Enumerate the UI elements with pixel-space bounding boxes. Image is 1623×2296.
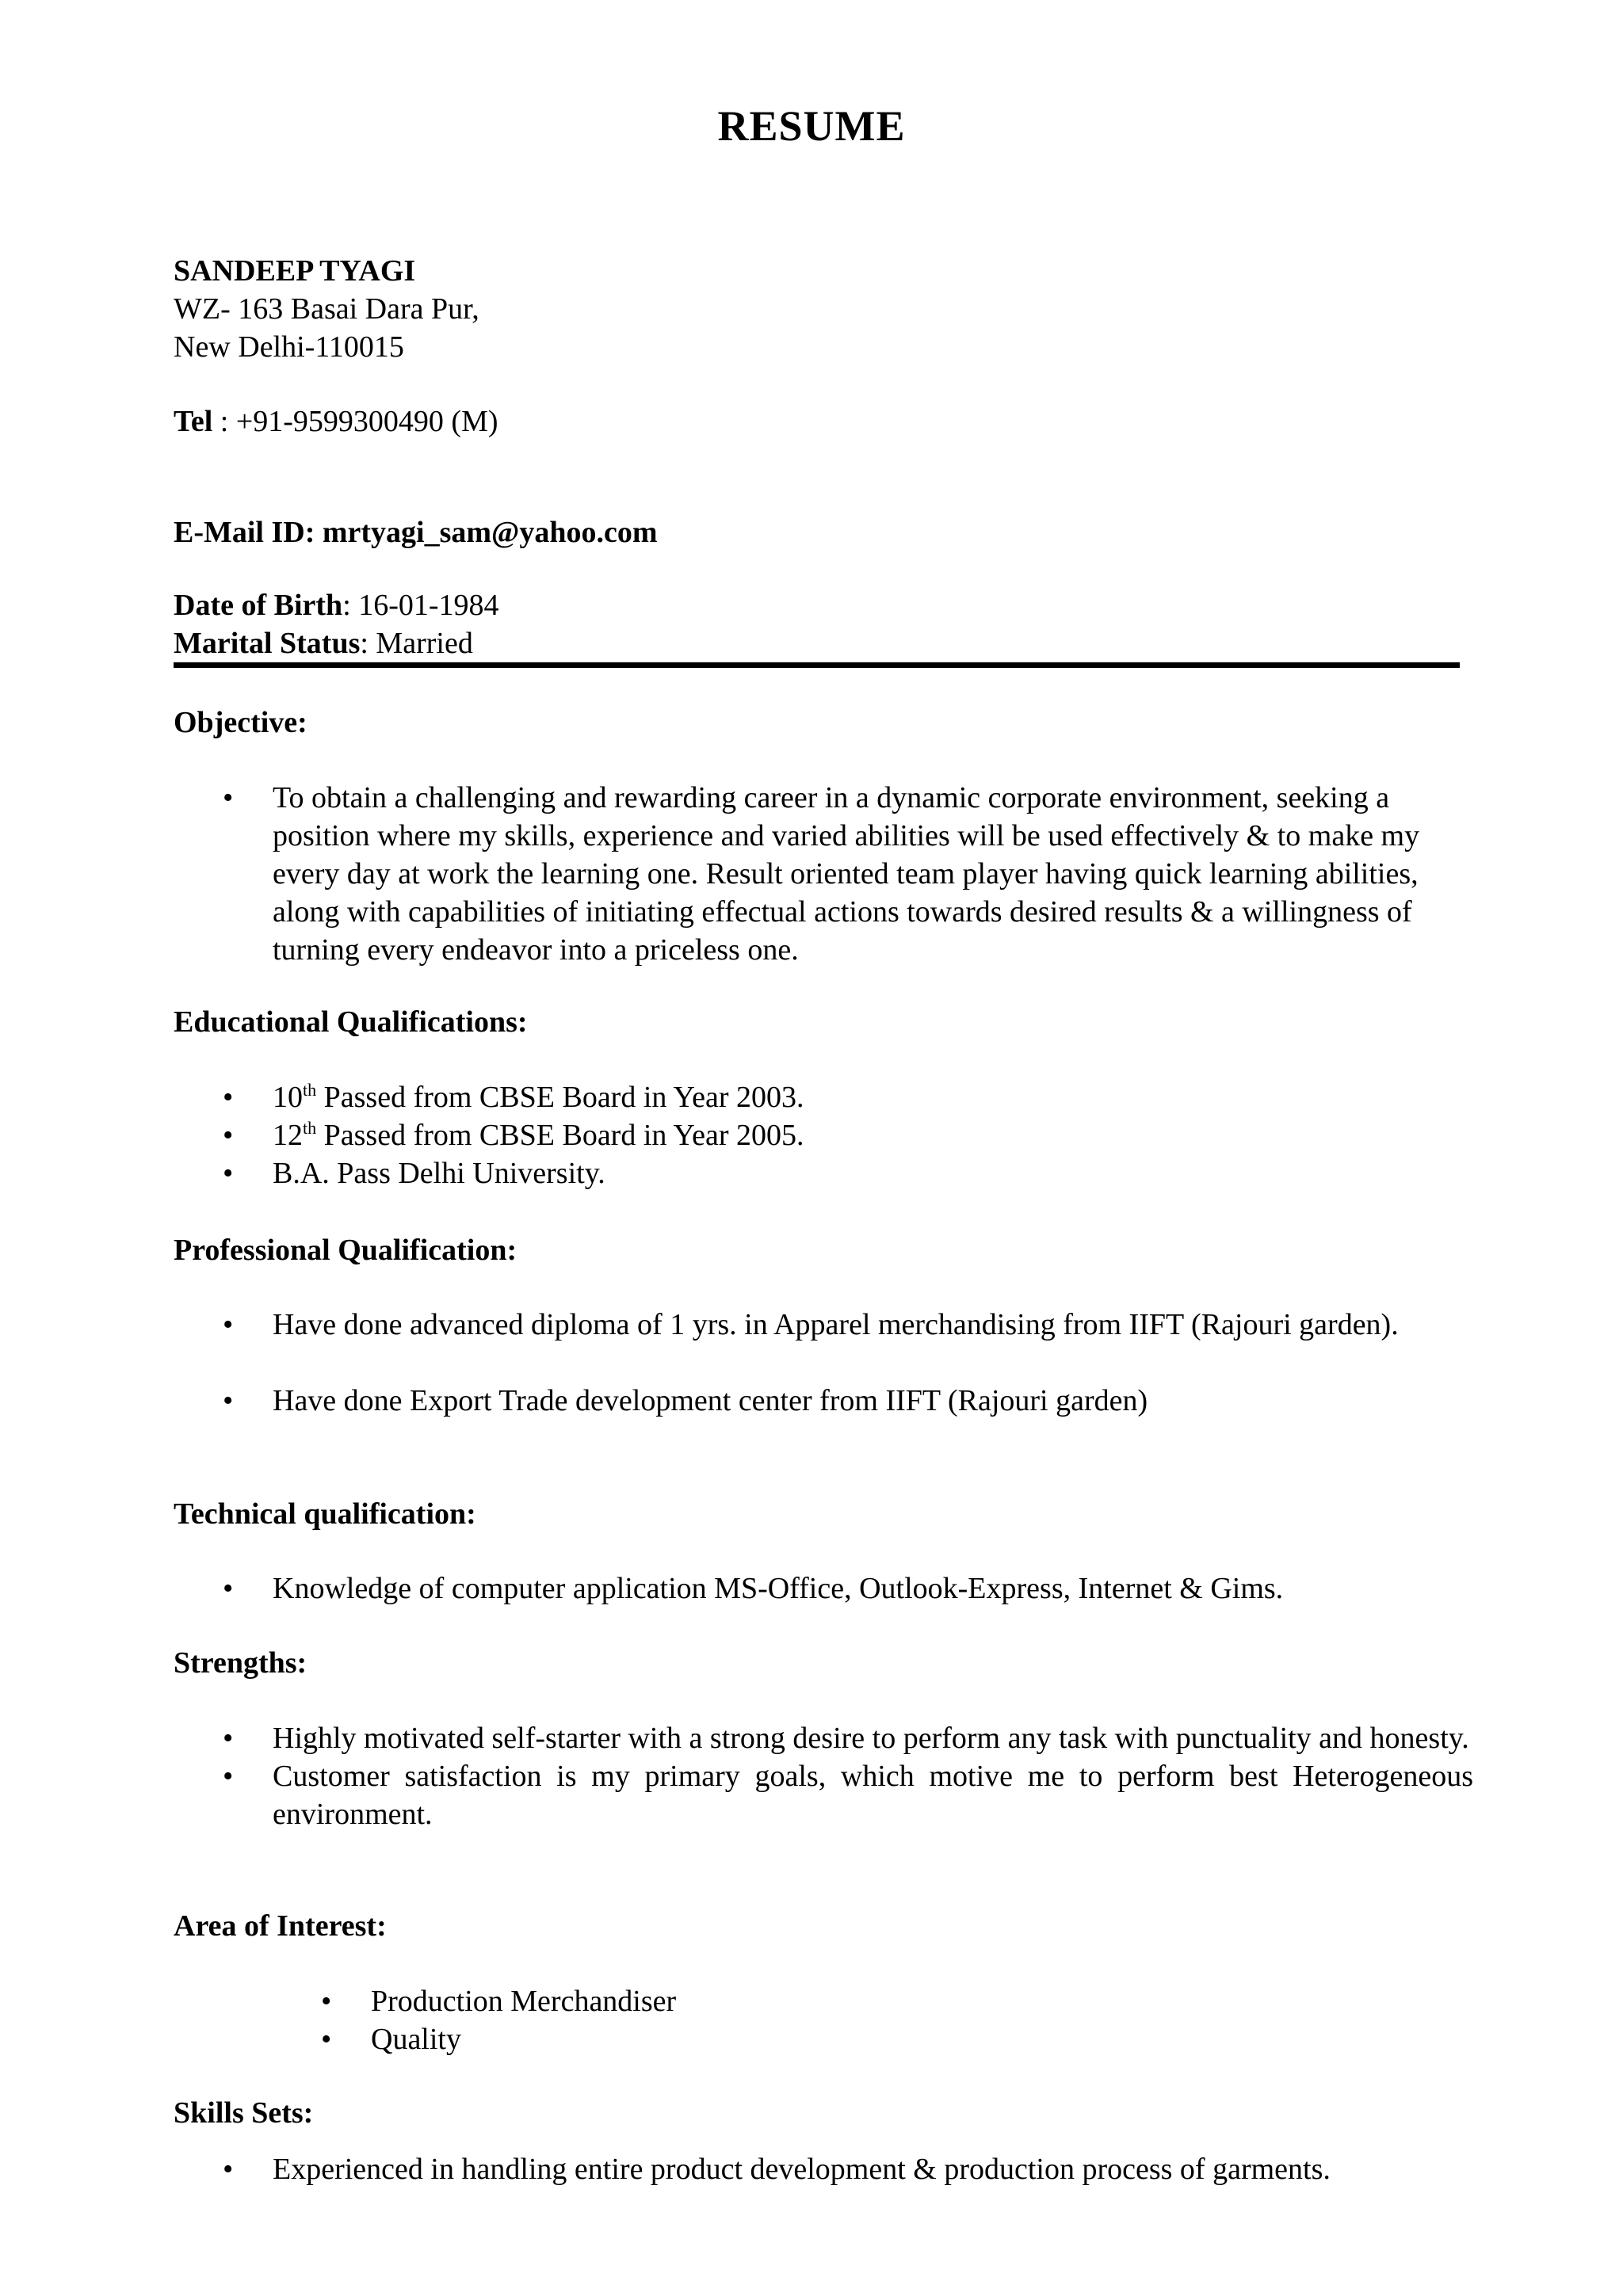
tel-value: : +91-9599300490 (M) (212, 405, 498, 438)
objective-text: To obtain a challenging and rewarding career in a dynamic corporate environment, seeking a position where my skills, experience and varied abilities will be used effectively & to make my every day at work the learning one. Result oriented team player having quick learning abilities, along with capabilities of initiating effectual actions towards desired results & a willingness of turning every endeavor into a priceless one. (273, 781, 1420, 967)
edu-sup: th (303, 1118, 317, 1138)
section-divider (174, 662, 1460, 668)
edu-num: 12 (273, 1119, 303, 1152)
edu-num: 10 (273, 1081, 303, 1114)
skills-heading: Skills Sets: (174, 2096, 314, 2130)
candidate-name: SANDEEP TYAGI (174, 254, 416, 288)
edu-text: B.A. Pass Delhi University. (273, 1157, 605, 1190)
tel-label: Tel (174, 405, 213, 438)
contact-block (174, 252, 479, 366)
strengths-heading: Strengths: (174, 1646, 307, 1680)
marital-line (174, 624, 499, 662)
list-item: • Have done advanced diploma of 1 yrs. in Apparel merchandising from IIFT (Rajouri garden). (174, 1306, 1410, 1344)
technical-heading: Technical qualification: (174, 1497, 476, 1531)
dob-label: Date of Birth (174, 589, 343, 622)
list-item: • Highly motivated self-starter with a strong desire to perform any task with punctuality and honesty. (174, 1719, 1473, 1757)
education-list (174, 1078, 1473, 1192)
dob-line (174, 586, 499, 624)
interest-list (272, 1982, 1223, 2058)
professional-list (174, 1306, 1410, 1420)
list-item (174, 1154, 1473, 1192)
skills-list (174, 2150, 1473, 2188)
email-label: E-Mail ID: (174, 516, 323, 549)
marital-value: : Married (360, 627, 473, 660)
interest-heading: Area of Interest: (174, 1909, 387, 1943)
dob-value: : 16-01-1984 (342, 589, 499, 622)
edu-text: Passed from CBSE Board in Year 2003. (316, 1081, 804, 1114)
strengths-list (174, 1719, 1473, 1833)
list-item: • Production Merchandiser (272, 1982, 1223, 2020)
list-item (174, 1078, 1473, 1116)
professional-heading: Professional Qualification: (174, 1234, 517, 1267)
page-title: RESUME (717, 102, 906, 150)
email-value: mrtyagi_sam@yahoo.com (322, 516, 658, 549)
objective-heading: Objective: (174, 706, 307, 739)
list-item: • Experienced in handling entire product development & production process of garments. (174, 2150, 1473, 2188)
edu-sup: th (303, 1080, 317, 1100)
list-item (174, 1116, 1473, 1154)
education-heading: Educational Qualifications: (174, 1005, 528, 1039)
objective-list (174, 779, 1473, 969)
list-item: • Knowledge of computer application MS-Office, Outlook-Express, Internet & Gims. (174, 1569, 1473, 1608)
edu-text: Passed from CBSE Board in Year 2005. (316, 1119, 804, 1152)
telephone-line (174, 402, 498, 441)
list-item: • Customer satisfaction is my primary goals, which motive me to perform best Heterogeneous environment. (174, 1757, 1473, 1833)
address-line-2: New Delhi-110015 (174, 330, 404, 364)
technical-list (174, 1569, 1473, 1608)
list-item (174, 779, 1473, 969)
list-item: • Quality (272, 2020, 1223, 2058)
list-item: • Have done Export Trade development center from IIFT (Rajouri garden) (174, 1382, 1410, 1420)
personal-details (174, 586, 499, 662)
email-line (174, 513, 658, 551)
marital-label: Marital Status (174, 627, 361, 660)
address-line-1: WZ- 163 Basai Dara Pur, (174, 292, 479, 326)
